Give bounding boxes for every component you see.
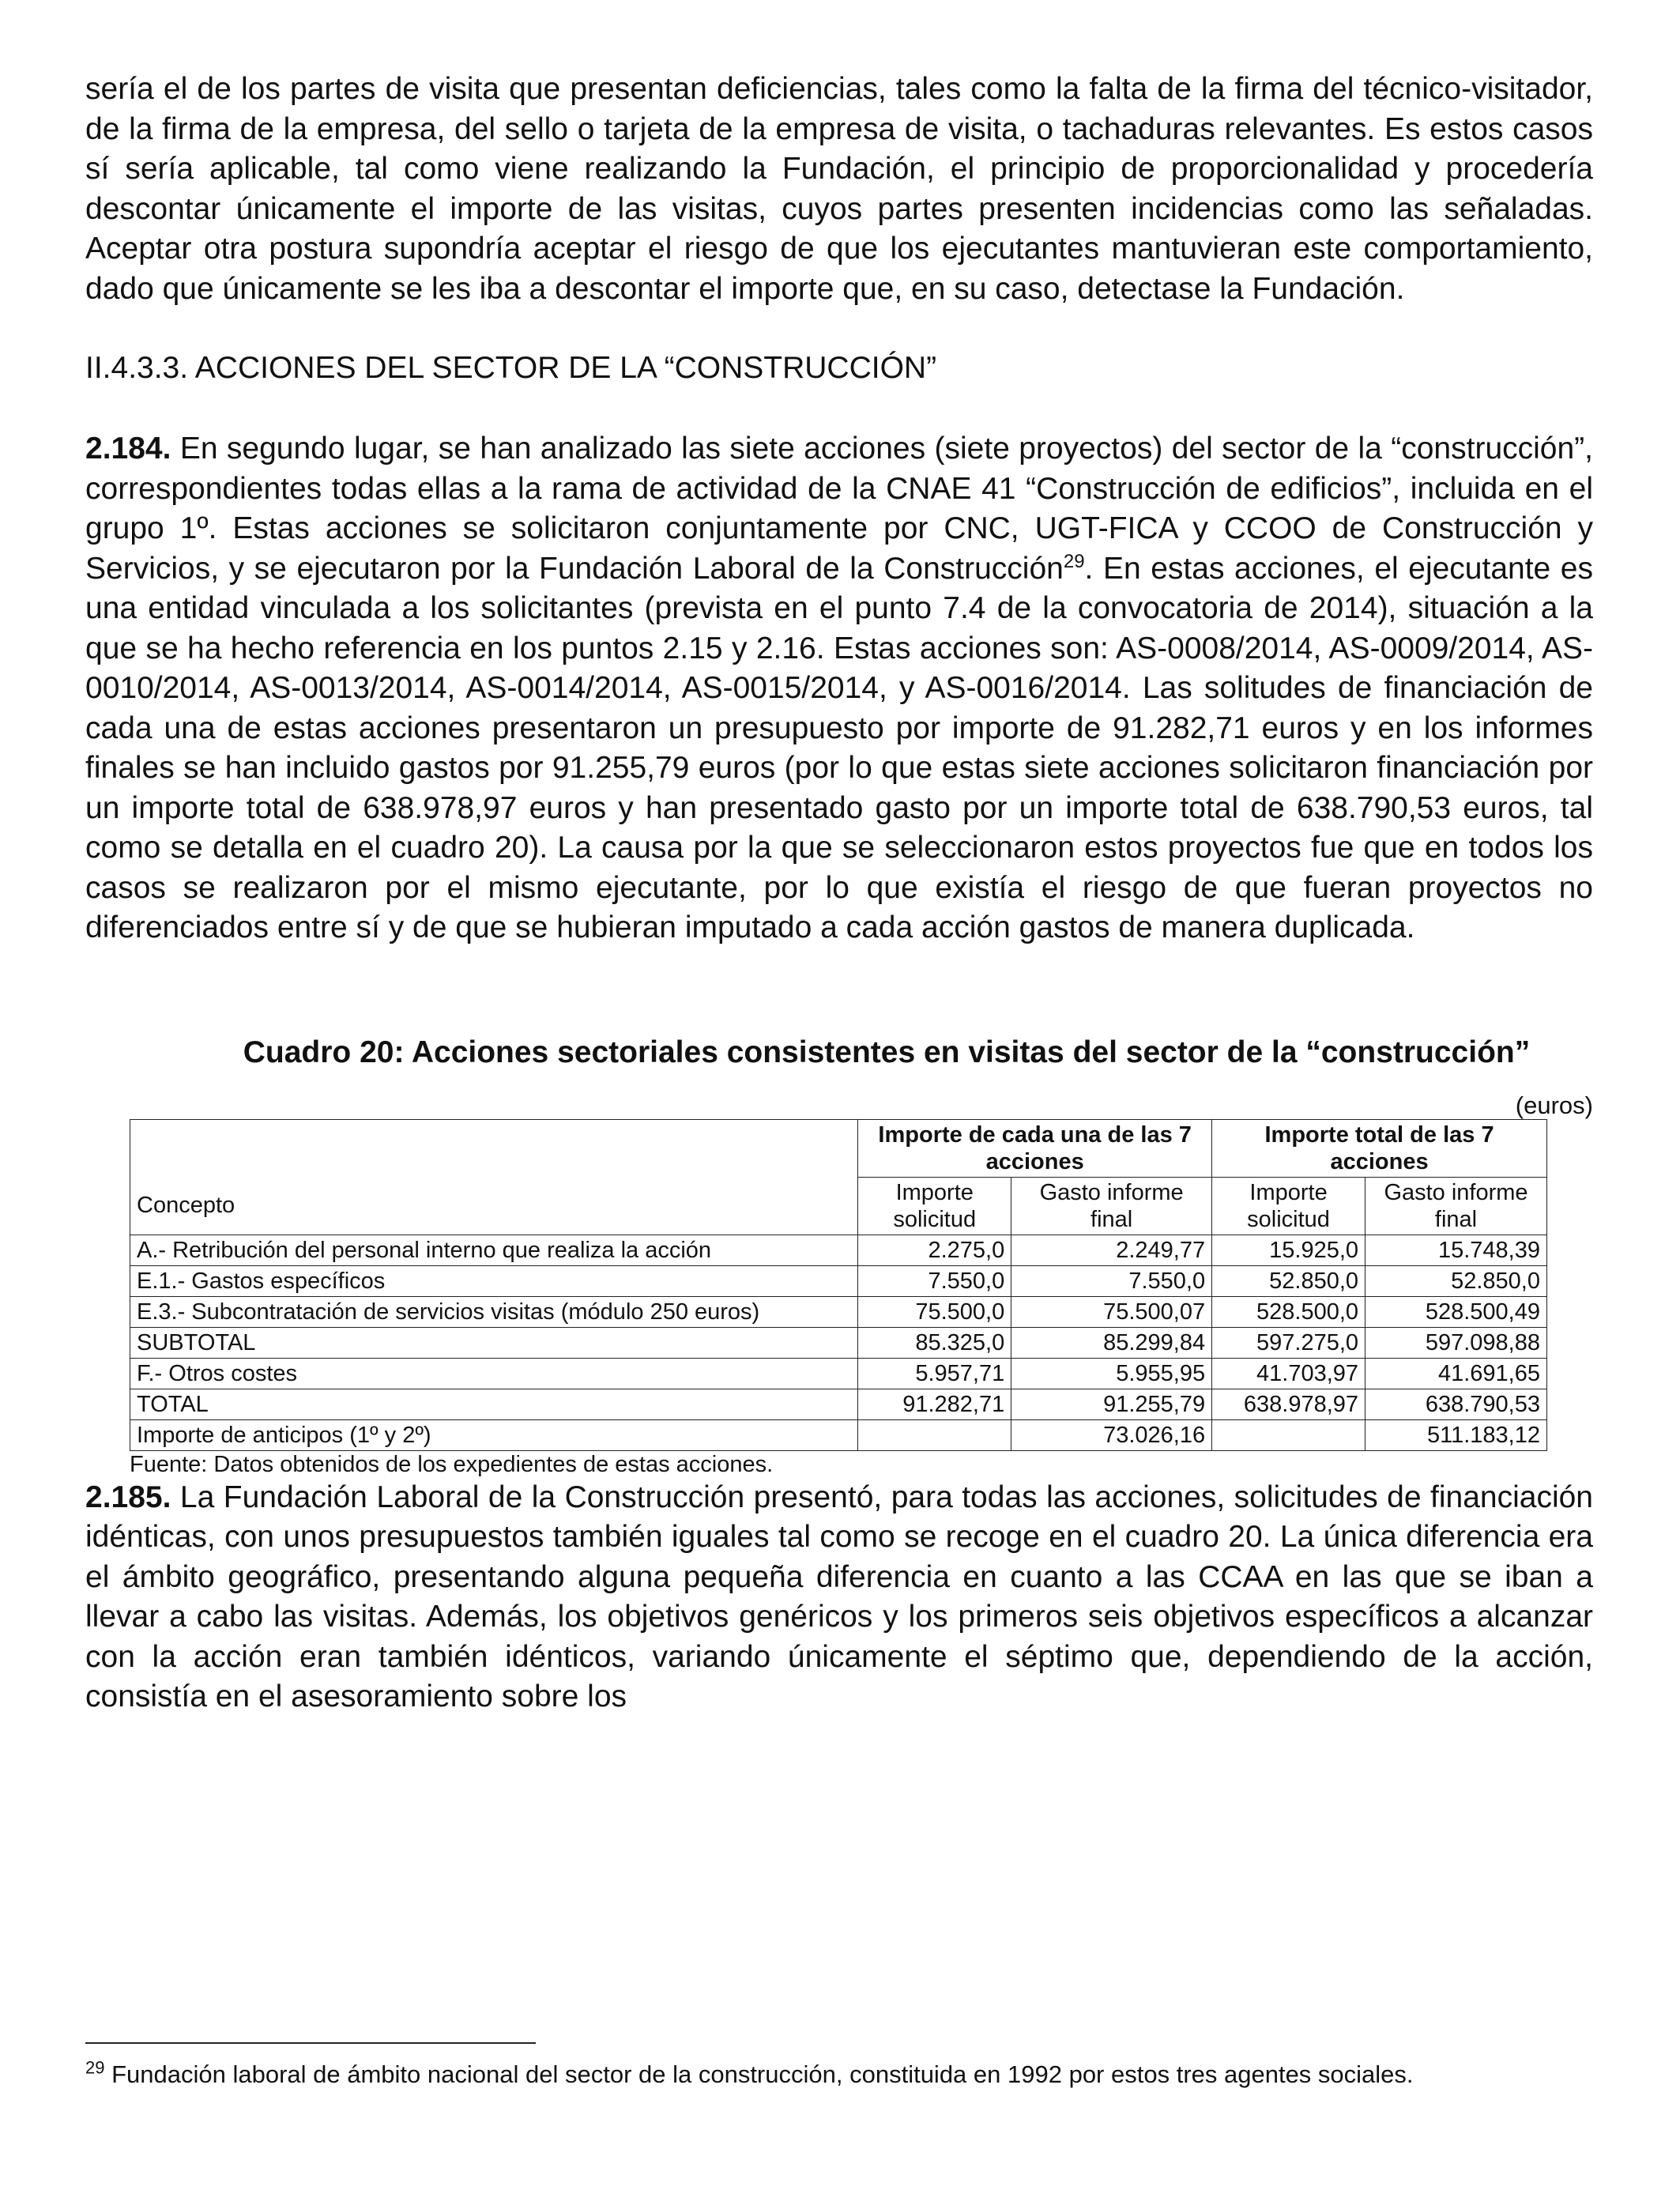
table-row — [130, 1358, 1547, 1389]
cell-value: 52.850,0 — [1365, 1265, 1547, 1296]
cell-value: 528.500,0 — [1212, 1296, 1365, 1327]
paragraph-2-185 — [85, 1478, 1593, 1717]
cell-value: 52.850,0 — [1212, 1265, 1365, 1296]
cell-value: 15.925,0 — [1212, 1235, 1365, 1265]
subheader-importe-solicitud: Importe solicitud — [858, 1177, 1011, 1235]
subheader-importe-solicitud-total: Importe solicitud — [1212, 1177, 1365, 1235]
section-heading: II.4.3.3. ACCIONES DEL SECTOR DE LA “CONSTRUCCIÓN” — [85, 351, 937, 385]
row-concept: SUBTOTAL — [130, 1327, 858, 1358]
cell-value — [1212, 1419, 1365, 1450]
cell-value: 91.255,79 — [1011, 1389, 1212, 1419]
cell-value: 638.978,97 — [1212, 1389, 1365, 1419]
footnote — [85, 2058, 1593, 2091]
table-units: (euros) — [1515, 1091, 1593, 1119]
table-row-advances — [130, 1419, 1547, 1450]
cell-value: 85.299,84 — [1011, 1327, 1212, 1358]
cell-value: 5.955,95 — [1011, 1358, 1212, 1389]
cell-value: 511.183,12 — [1365, 1419, 1547, 1450]
cell-value: 73.026,16 — [1011, 1419, 1212, 1450]
row-concept: E.1.- Gastos específicos — [130, 1265, 858, 1296]
row-concept: E.3.- Subcontratación de servicios visitas (módulo 250 euros) — [130, 1296, 858, 1327]
table-source: Fuente: Datos obtenidos de los expedientes de estas acciones. — [130, 1451, 774, 1477]
document-page — [85, 70, 1593, 1717]
cell-value: 41.703,97 — [1212, 1358, 1365, 1389]
cell-value: 7.550,0 — [1011, 1265, 1212, 1296]
table-header-row — [130, 1119, 1547, 1177]
cell-value: 75.500,0 — [858, 1296, 1011, 1327]
cell-value: 7.550,0 — [858, 1265, 1011, 1296]
paragraph-2-184 — [85, 429, 1593, 948]
table-row — [130, 1296, 1547, 1327]
cell-value: 75.500,07 — [1011, 1296, 1212, 1327]
cell-value: 85.325,0 — [858, 1327, 1011, 1358]
cell-value: 597.098,88 — [1365, 1327, 1547, 1358]
cell-value — [858, 1419, 1011, 1450]
cell-value: 597.275,0 — [1212, 1327, 1365, 1358]
footnote-reference[interactable]: 29 — [1063, 550, 1085, 572]
cell-value: 2.275,0 — [858, 1235, 1011, 1265]
group-header-total: Importe total de las 7 acciones — [1212, 1119, 1547, 1177]
footnote-divider — [85, 2042, 536, 2044]
paragraph-number: 2.184. — [85, 432, 171, 466]
table-row — [130, 1235, 1547, 1265]
row-concept: Importe de anticipos (1º y 2º) — [130, 1419, 858, 1450]
concept-header: Concepto — [130, 1119, 858, 1235]
footnote-number: 29 — [85, 2057, 105, 2078]
cell-value: 5.957,71 — [858, 1358, 1011, 1389]
paragraph-number: 2.185. — [85, 1480, 171, 1514]
intro-paragraph: sería el de los partes de visita que presentan deficiencias, tales como la falta de la firma del técnico-visitador, de la firma de la empresa, del sello o tarjeta de la empresa de visita, o tachaduras relevantes. Es estos casos sí sería aplicable, tal como viene realizando la Fundación, el principio de proporcionalidad y procedería descontar únicamente el importe de las visitas, cuyos partes presenten incidencias como las señaladas. Aceptar otra postura supondría aceptar el riesgo de que los ejecutantes mantuvieran este comportamiento, dado que únicamente se les iba a descontar el importe que, en su caso, detectase la Fundación. — [85, 72, 1593, 306]
table-row-total — [130, 1389, 1547, 1419]
row-concept: TOTAL — [130, 1389, 858, 1419]
row-concept: F.- Otros costes — [130, 1358, 858, 1389]
cell-value: 2.249,77 — [1011, 1235, 1212, 1265]
paragraph-text-continued: . En estas acciones, el ejecutante es una entidad vinculada a los solicitantes (prevista en el punto 7.4 de la convocatoria de 2014), situación a la que se ha hecho referencia en los puntos 2.15 y 2.16. Estas acciones son: AS-0008/2014, AS-0009/2014, AS-0010/2014, AS-0013/2014, AS-0014/2014, AS-0015/2014, y AS-0016/2014. Las solitudes de financiación de cada una de estas acciones presentaron un presupuesto por importe de 91.282,71 euros y en los informes finales se han incluido gastos por 91.255,79 euros (por lo que estas siete acciones solicitaron financiación por un importe total de 638.978,97 euros y han presentado gasto por un importe total de 638.790,53 euros, tal como se detalla en el cuadro 20). La causa por la que se seleccionaron estos proyectos fue que en todos los casos se realizaron por el mismo ejecutante, por lo que existía el riesgo de que fueran proyectos no diferenciados entre sí y de que se hubieran imputado a cada acción gastos de manera duplicada. — [85, 551, 1593, 944]
row-concept: A.- Retribución del personal interno que realiza la acción — [130, 1235, 858, 1265]
group-header-each: Importe de cada una de las 7 acciones — [858, 1119, 1212, 1177]
cell-value: 15.748,39 — [1365, 1235, 1547, 1265]
table-row — [130, 1265, 1547, 1296]
cell-value: 41.691,65 — [1365, 1358, 1547, 1389]
cell-value: 528.500,49 — [1365, 1296, 1547, 1327]
table-title: Cuadro 20: Acciones sectoriales consistentes en visitas del sector de la “construcción” — [243, 1035, 1531, 1069]
footnote-text: Fundación laboral de ámbito nacional del sector de la construcción, constituida en 1992 por estos tres agentes sociales. — [104, 2060, 1414, 2088]
table-row-subtotal — [130, 1327, 1547, 1358]
paragraph-text: La Fundación Laboral de la Construcción presentó, para todas las acciones, solicitudes de financiación idénticas, con unos presupuestos también iguales tal como se recoge en el cuadro 20. La única diferencia era el ámbito geográfico, presentando alguna pequeña diferencia en cuanto a las CCAA en las que se iban a llevar a cabo las visitas. Además, los objetivos genéricos y los primeros seis objetivos específicos a alcanzar con la acción eran también idénticos, variando únicamente el séptimo que, dependiendo de la acción, consistía en el asesoramiento sobre los — [85, 1480, 1593, 1713]
cell-value: 91.282,71 — [858, 1389, 1011, 1419]
subheader-gasto-informe: Gasto informe final — [1011, 1177, 1212, 1235]
subheader-gasto-informe-total: Gasto informe final — [1365, 1177, 1547, 1235]
data-table — [130, 1119, 1547, 1451]
cell-value: 638.790,53 — [1365, 1389, 1547, 1419]
paragraph-text: En segundo lugar, se han analizado las siete acciones (siete proyectos) del sector de la “construcción”, correspondientes todas ellas a la rama de actividad de la CNAE 41 “Construcción de edificios”, incluida en el grupo 1º. Estas acciones se solicitaron conjuntamente por CNC, UGT-FICA y CCOO de Construcción y Servicios, y se ejecutaron por la Fundación Laboral de la Construcción — [85, 432, 1593, 586]
